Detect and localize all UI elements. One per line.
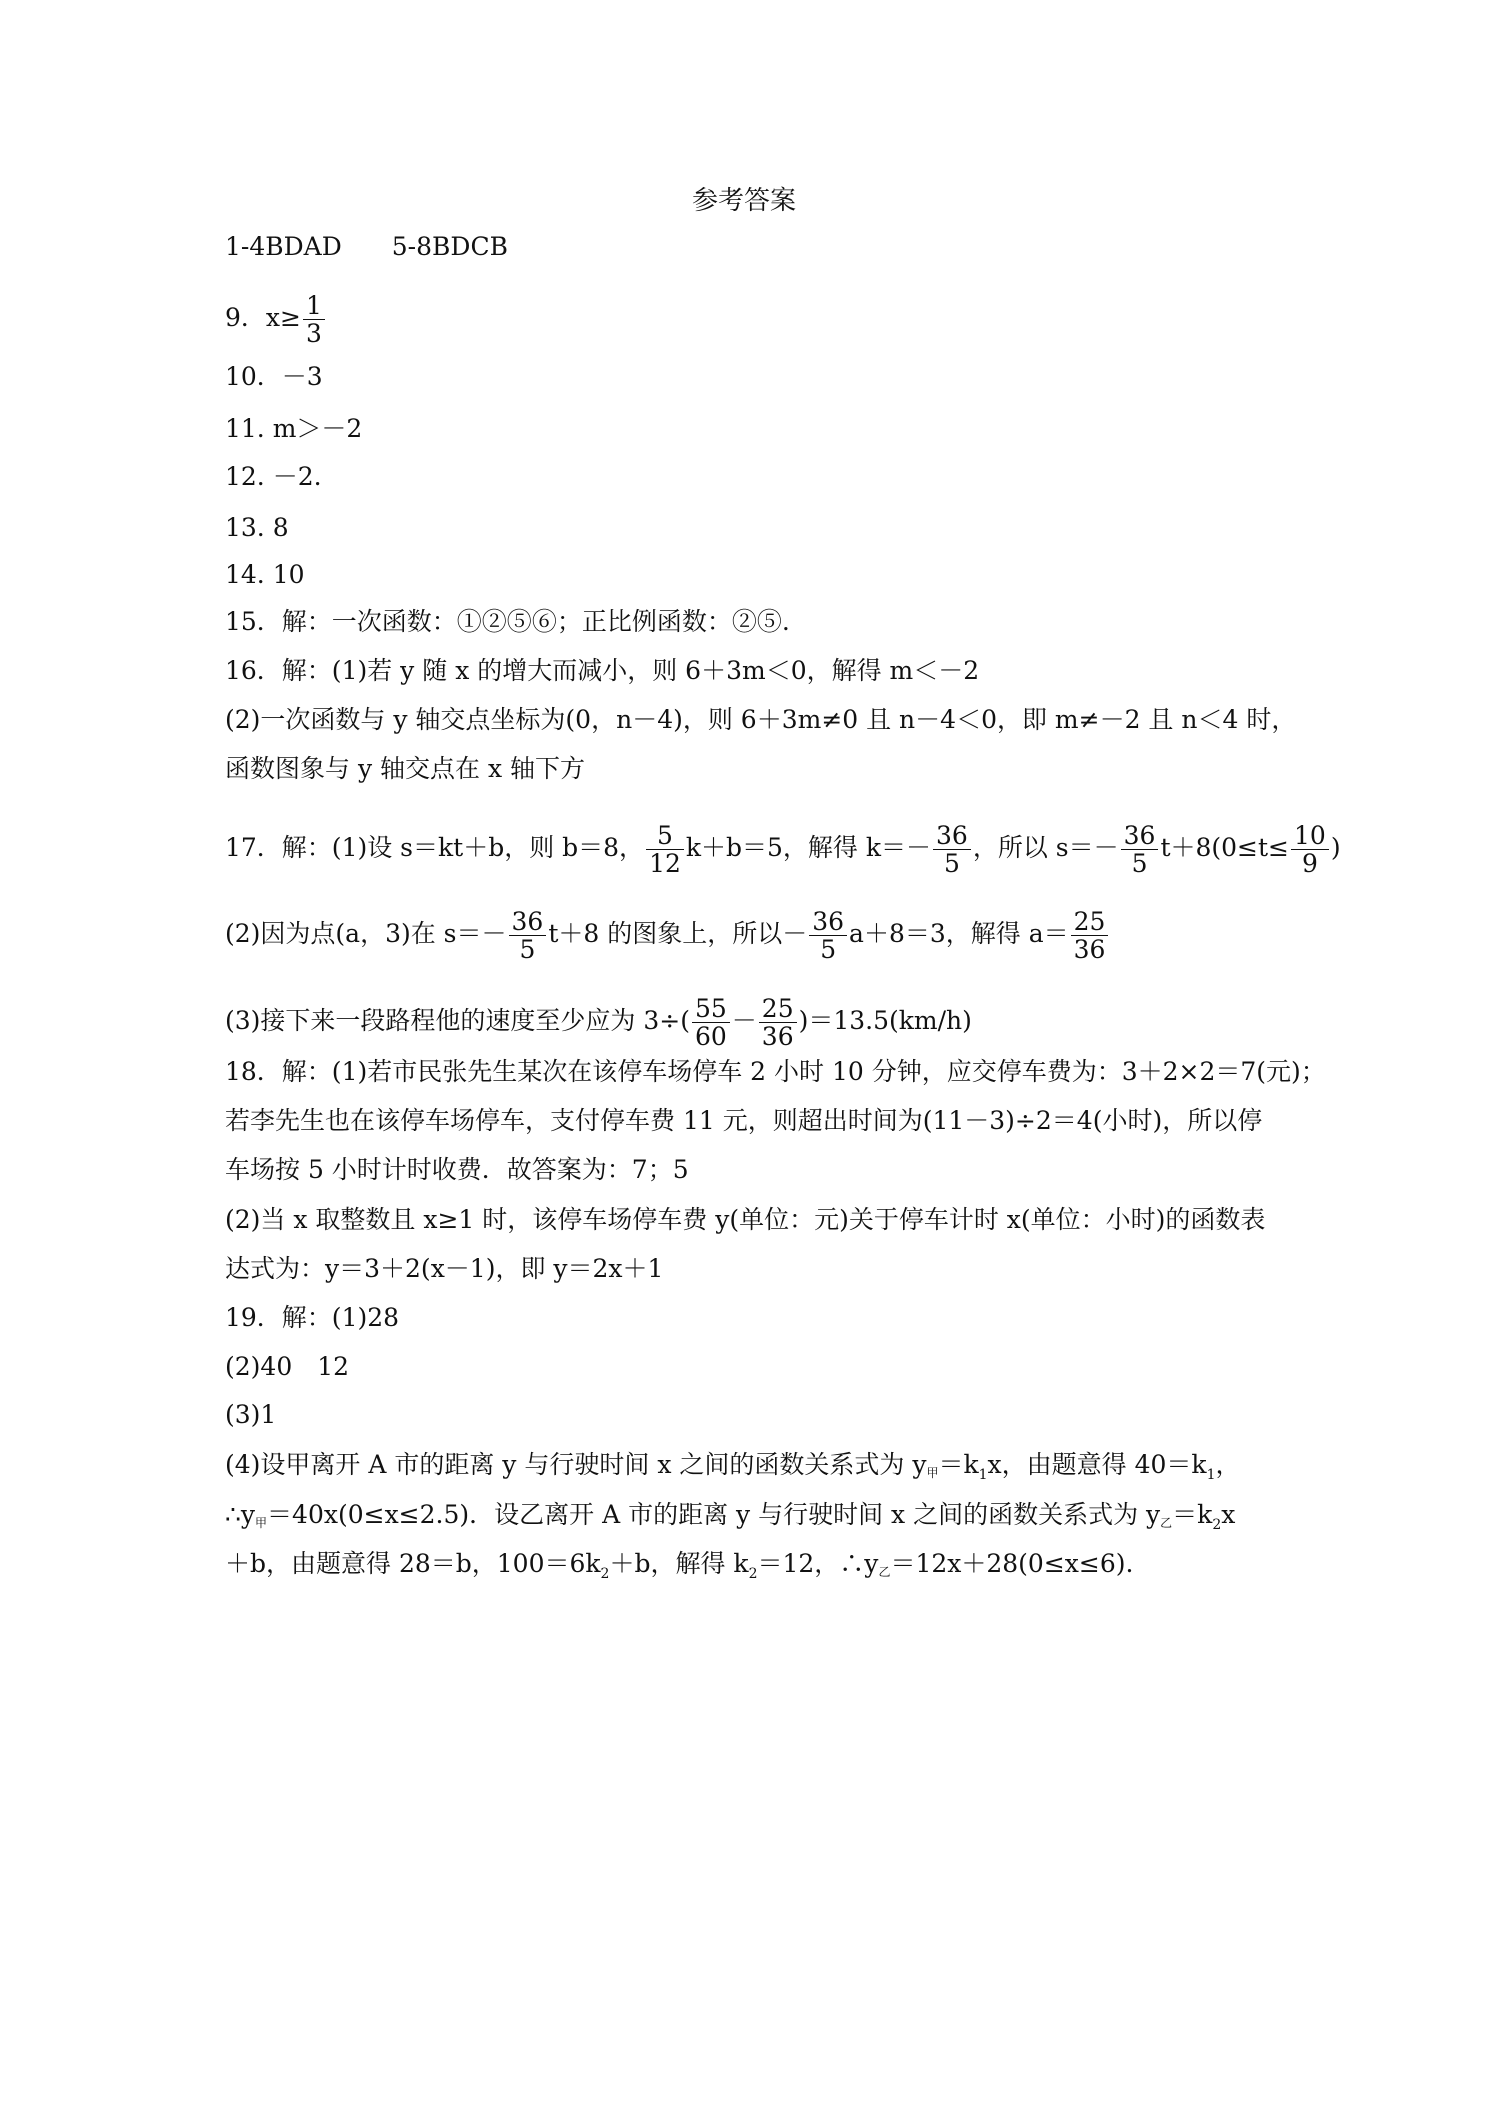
text-segment: ， xyxy=(1215,1450,1241,1479)
answer-18-line-5: 达式为：y＝3＋2(x－1)，即 y＝2x＋1 xyxy=(225,1254,664,1283)
fraction-denominator: 12 xyxy=(649,849,681,878)
fraction-denominator: 5 xyxy=(820,935,837,964)
answer-17-line-3 xyxy=(225,995,972,1050)
subscript: 2 xyxy=(600,1566,610,1582)
text-segment: ＋b，由题意得 28＝b，100＝6k xyxy=(225,1549,601,1578)
fraction-denominator: 36 xyxy=(1073,935,1106,964)
fraction-numerator: 1 xyxy=(303,292,325,320)
subscript: 2 xyxy=(1212,1517,1222,1533)
fraction-numerator: 10 xyxy=(1291,822,1329,850)
subscript: 1 xyxy=(1206,1467,1216,1483)
fraction xyxy=(646,822,684,877)
text-segment: ＝k xyxy=(1172,1500,1213,1529)
text-segment: ＝12x＋28(0≤x≤6). xyxy=(890,1549,1134,1578)
answer-11: 11. m＞－2 xyxy=(225,414,363,443)
answer-10: 10．－3 xyxy=(225,362,323,391)
text-segment: 17．解：(1)设 s＝kt＋b，则 b＝8， xyxy=(225,833,645,862)
answer-19-line-4 xyxy=(225,1450,1241,1490)
subscript-label: 乙 xyxy=(878,1565,891,1579)
answer-15: 15．解：一次函数：①②⑤⑥；正比例函数：②⑤. xyxy=(225,607,790,636)
answer-14: 14. 10 xyxy=(225,560,305,589)
fraction xyxy=(692,995,730,1050)
fraction xyxy=(1291,822,1329,877)
answer-19-line-2: (2)40 12 xyxy=(225,1352,350,1381)
answer-9 xyxy=(225,292,327,347)
answer-18-line-4: (2)当 x 取整数且 x≥1 时，该停车场停车费 y(单位：元)关于停车计时 x(单位：小时)的函数表 xyxy=(225,1205,1266,1234)
fraction-denominator: 3 xyxy=(305,319,322,348)
fraction-denominator: 5 xyxy=(519,935,536,964)
answer-1-8: 1-4BDAD 5-8BDCB xyxy=(225,232,508,261)
fraction xyxy=(759,995,797,1050)
answer-9-text: 9．x≥ xyxy=(225,303,301,332)
answer-19-line-6 xyxy=(225,1549,1133,1589)
text-segment: )＝13.5(km/h) xyxy=(798,1006,972,1035)
text-segment: (2)因为点(a，3)在 s＝－ xyxy=(225,919,507,948)
fraction xyxy=(509,908,547,963)
answer-16-line-1: 16．解：(1)若 y 随 x 的增大而减小，则 6＋3m＜0，解得 m＜－2 xyxy=(225,656,980,685)
text-segment: ＋b，解得 k xyxy=(609,1549,749,1578)
fraction-denominator: 36 xyxy=(761,1022,794,1051)
text-segment: x，由题意得 40＝k xyxy=(987,1450,1207,1479)
text-segment: x xyxy=(1221,1500,1236,1529)
fraction xyxy=(1071,908,1109,963)
fraction-denominator: 5 xyxy=(1131,849,1148,878)
subscript: 2 xyxy=(748,1566,758,1582)
answer-12: 12. －2. xyxy=(225,462,322,491)
subscript-label: 乙 xyxy=(1160,1516,1173,1530)
fraction xyxy=(809,908,847,963)
text-segment: ∴y xyxy=(225,1500,256,1529)
fraction-denominator: 5 xyxy=(943,849,960,878)
subscript-label: 甲 xyxy=(926,1466,939,1480)
answer-19-line-1: 19．解：(1)28 xyxy=(225,1303,400,1332)
fraction-numerator: 36 xyxy=(509,908,547,936)
fraction-numerator: 25 xyxy=(759,995,797,1023)
answer-16-line-3: 函数图象与 y 轴交点在 x 轴下方 xyxy=(225,754,586,783)
fraction-numerator: 36 xyxy=(933,822,971,850)
text-segment: ＝40x(0≤x≤2.5)．设乙离开 A 市的距离 y 与行驶时间 x 之间的函数关系式为 y xyxy=(267,1500,1161,1529)
fraction-denominator: 9 xyxy=(1301,849,1318,878)
text-segment: k＋b＝5，解得 k＝－ xyxy=(685,833,932,862)
fraction-numerator: 55 xyxy=(692,995,730,1023)
text-segment: t＋8(0≤t≤ xyxy=(1160,833,1289,862)
fraction xyxy=(303,292,325,347)
subscript: 1 xyxy=(978,1467,988,1483)
answer-16-line-2: (2)一次函数与 y 轴交点坐标为(0，n－4)，则 6＋3m≠0 且 n－4＜0，即 m≠－2 且 n＜4 时， xyxy=(225,705,1297,734)
fraction-numerator: 5 xyxy=(646,822,684,850)
fraction xyxy=(933,822,971,877)
text-segment: t＋8 的图象上，所以－ xyxy=(548,919,808,948)
page-title: 参考答案 xyxy=(691,186,796,216)
fraction-numerator: 36 xyxy=(1121,822,1159,850)
answer-17-line-1 xyxy=(225,822,1341,877)
text-segment: a＋8＝3，解得 a＝ xyxy=(849,919,1069,948)
answer-17-line-2 xyxy=(225,908,1110,963)
text-segment: － xyxy=(731,1006,757,1035)
answer-18-line-3: 车场按 5 小时计时收费．故答案为：7；5 xyxy=(225,1155,689,1184)
text-segment: (4)设甲离开 A 市的距离 y 与行驶时间 x 之间的函数关系式为 y xyxy=(225,1450,927,1479)
fraction-numerator: 25 xyxy=(1071,908,1109,936)
text-segment: ＝12，∴y xyxy=(757,1549,879,1578)
answer-13: 13. 8 xyxy=(225,513,289,542)
answer-19-line-3: (3)1 xyxy=(225,1400,277,1429)
text-segment: ) xyxy=(1330,833,1341,862)
fraction-denominator: 60 xyxy=(694,1022,727,1051)
answer-18-line-2: 若李先生也在该停车场停车，支付停车费 11 元，则超出时间为(11－3)÷2＝4(小时)，所以停 xyxy=(225,1106,1263,1135)
subscript-label: 甲 xyxy=(255,1516,268,1530)
text-segment: ＝k xyxy=(938,1450,979,1479)
text-segment: ，所以 s＝－ xyxy=(972,833,1119,862)
fraction xyxy=(1121,822,1159,877)
answer-18-line-1: 18．解：(1)若市民张先生某次在该停车场停车 2 小时 10 分钟，应交停车费为：3＋2×2＝7(元)； xyxy=(225,1057,1326,1086)
answer-19-line-5 xyxy=(225,1500,1235,1540)
text-segment: (3)接下来一段路程他的速度至少应为 3÷( xyxy=(225,1006,690,1035)
fraction-numerator: 36 xyxy=(809,908,847,936)
